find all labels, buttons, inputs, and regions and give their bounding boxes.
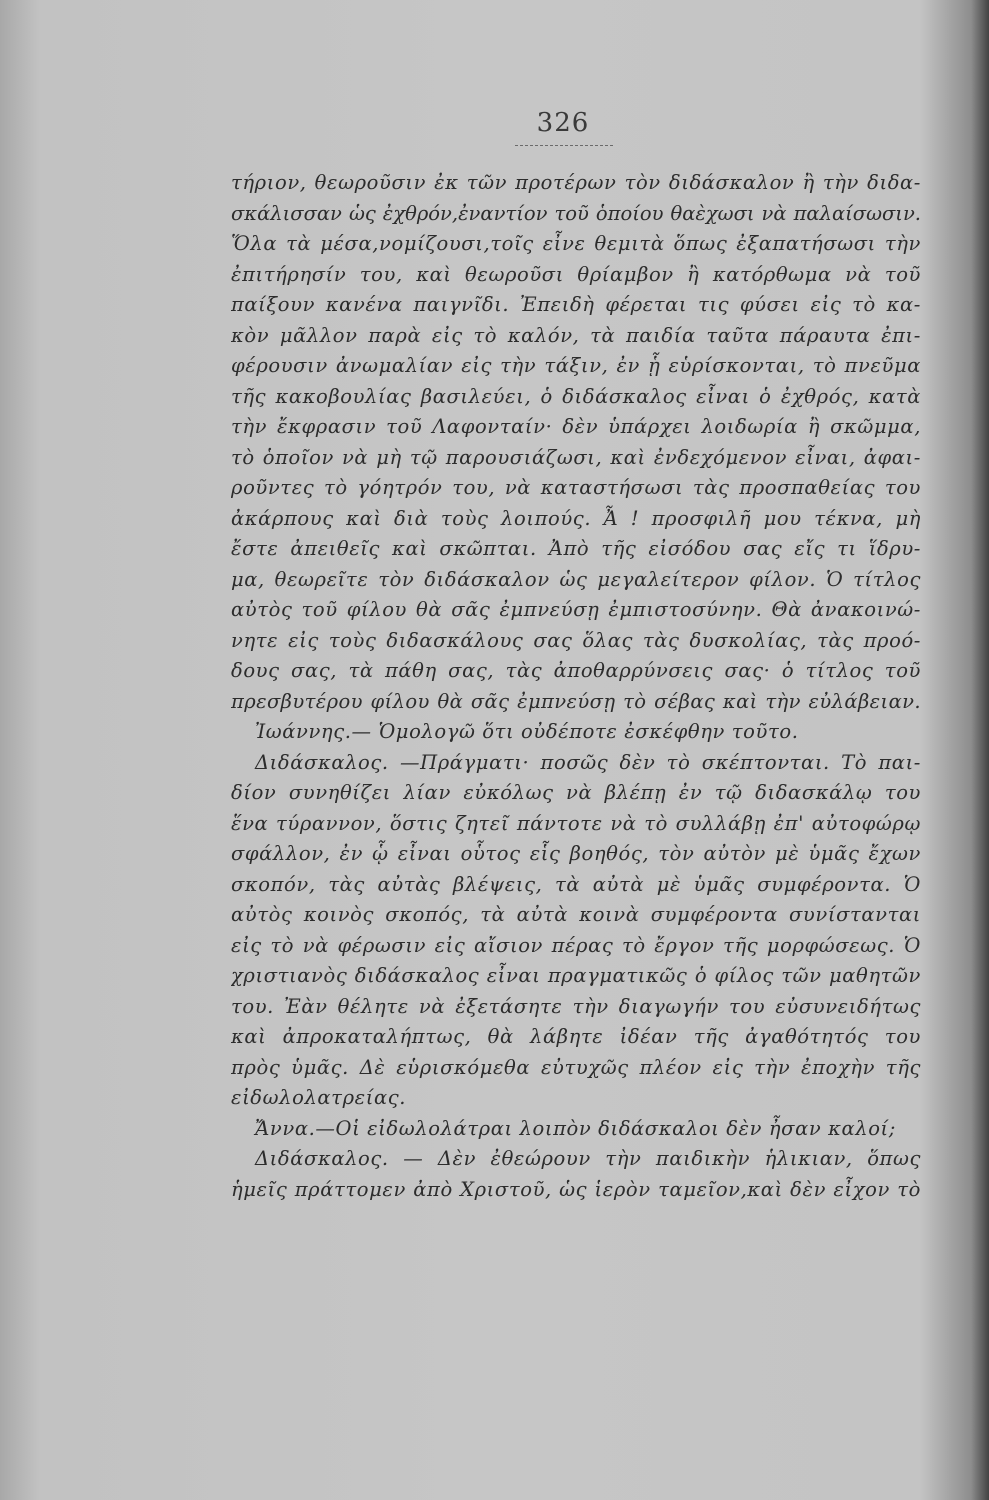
text-line: μα, θεωρεῖτε τὸν διδάσκαλον ὡς μεγαλείτερον φίλον. Ὁ τίτλος bbox=[231, 567, 921, 591]
text-line: τὴν ἔκφρασιν τοῦ Λαφονταίν· δὲν ὑπάρχει λοιδωρία ἢ σκῶμμα, bbox=[231, 415, 921, 438]
text-line: εἰδωλολατρείας. bbox=[231, 1086, 407, 1109]
text-line: εἰς τὸ νὰ φέρωσιν εἰς αἴσιον πέρας τὸ ἔργον τῆς μορφώσεως. Ὁ bbox=[231, 933, 921, 957]
text-line: δίον συνηθίζει λίαν εὐκόλως νὰ βλέπῃ ἐν τῷ διδασκάλῳ του bbox=[231, 781, 921, 804]
binding-shadow bbox=[971, 0, 989, 1500]
text-line: ἔστε ἀπειθεῖς καὶ σκῶπται. Ἀπὸ τῆς εἰσόδου σας εἴς τι ἵδρυ- bbox=[231, 537, 921, 560]
text-line: παίξουν κανένα παιγνῖδι. Ἐπειδὴ φέρεται τις φύσει εἰς τὸ κα- bbox=[231, 293, 921, 316]
text-line: αὐτὸς κοινὸς σκοπός, τὰ αὐτὰ κοινὰ συμφέροντα συνίστανται bbox=[231, 903, 921, 926]
text-line: χριστιανὸς διδάσκαλος εἶναι πραγματικῶς ὁ φίλος τῶν μαθητῶν bbox=[231, 964, 921, 987]
text-line: σκοπόν, τὰς αὐτὰς βλέψεις, τὰ αὐτὰ μὲ ὑμᾶς συμφέροντα. Ὁ bbox=[231, 872, 921, 896]
text-line: πρὸς ὑμᾶς. Δὲ εὑρισκόμεθα εὐτυχῶς πλέον εἰς τὴν ἐποχὴν τῆς bbox=[231, 1055, 921, 1079]
text-line: Ἰωάννης.— Ὁμολογῶ ὅτι οὐδέποτε ἐσκέφθην τοῦτο. bbox=[255, 720, 799, 743]
text-line: πρεσβυτέρου φίλου θὰ σᾶς ἐμπνεύσῃ τὸ σέβας καὶ τὴν εὐλάβειαν. bbox=[231, 689, 921, 713]
text-line: Ἄννα.—Οἱ εἰδωλολάτραι λοιπὸν διδάσκαλοι δὲν ἦσαν καλοί; bbox=[255, 1116, 896, 1140]
text-line: Διδάσκαλος. — Δὲν ἐθεώρουν τὴν παιδικὴν ἡλικιαν, ὅπως bbox=[255, 1147, 921, 1170]
text-line: αὐτὸς τοῦ φίλου θὰ σᾶς ἐμπνεύσῃ ἐμπιστοσύνην. Θὰ ἀνακοινώ- bbox=[231, 598, 921, 621]
text-line: φέρουσιν ἀνωμαλίαν εἰς τὴν τάξιν, ἐν ᾗ εὑρίσκονται, τὸ πνεῦμα bbox=[231, 354, 921, 377]
text-line: ἡμεῖς πράττομεν ἀπὸ Χριστοῦ, ὡς ἱερὸν ταμεῖον,καὶ δὲν εἶχον τὸ bbox=[231, 1177, 921, 1201]
text-line: τήριον, θεωροῦσιν ἐκ τῶν προτέρων τὸν διδάσκαλον ἢ τὴν διδα- bbox=[231, 171, 921, 194]
text-line: ἀκάρπους καὶ διὰ τοὺς λοιπούς. Ἆ ! προσφιλῆ μου τέκνα, μὴ bbox=[231, 506, 921, 530]
text-line: νητε εἰς τοὺς διδασκάλους σας ὅλας τὰς δυσκολίας, τὰς προό- bbox=[231, 628, 921, 652]
body-text bbox=[231, 168, 921, 1205]
text-line: του. Ἐὰν θέλητε νὰ ἐξετάσητε τὴν διαγωγήν του εὐσυνειδήτως bbox=[231, 994, 921, 1018]
text-line: ροῦντες τὸ γόητρόν του, νὰ καταστήσωσι τὰς προσπαθείας του bbox=[231, 476, 921, 499]
text-line: σκάλισσαν ὡς ἐχθρόν,ἐναντίον τοῦ ὁποίου θαὲχωσι νὰ παλαίσωσιν. bbox=[231, 201, 921, 225]
text-line: σφάλλον, ἐν ᾧ εἶναι οὗτος εἷς βοηθός, τὸν αὐτὸν μὲ ὑμᾶς ἔχων bbox=[231, 842, 921, 865]
text-line: καὶ ἀπροκαταλήπτως, θὰ λάβητε ἰδέαν τῆς ἀγαθότητός του bbox=[231, 1025, 921, 1048]
text-line: ἐπιτήρησίν του, καὶ θεωροῦσι θρίαμβον ἢ κατόρθωμα νὰ τοῦ bbox=[231, 262, 921, 286]
text-line: τὸ ὁποῖον νὰ μὴ τῷ παρουσιάζωσι, καὶ ἐνδεχόμενον εἶναι, ἀφαι- bbox=[231, 445, 921, 469]
text-line: Διδάσκαλος. —Πράγματι· ποσῶς δὲν τὸ σκέπτονται. Τὸ παι- bbox=[255, 750, 921, 774]
text-line: κὸν μᾶλλον παρὰ εἰς τὸ καλόν, τὰ παιδία ταῦτα πάραυτα ἐπι- bbox=[231, 323, 921, 347]
page-number: 326 bbox=[536, 108, 590, 138]
text-line: Ὅλα τὰ μέσα,νομίζουσι,τοῖς εἶνε θεμιτὰ ὅπως ἐξαπατήσωσι τὴν bbox=[231, 232, 921, 255]
header-rule bbox=[515, 145, 613, 146]
text-line: τῆς κακοβουλίας βασιλεύει, ὁ διδάσκαλος εἶναι ὁ ἐχθρός, κατὰ bbox=[231, 384, 921, 408]
text-line: ἕνα τύραννον, ὅστις ζητεῖ πάντοτε νὰ τὸ συλλάβῃ ἐπ' αὐτοφώρῳ bbox=[231, 811, 921, 835]
text-line: δους σας, τὰ πάθη σας, τὰς ἀποθαρρύνσεις σας· ὁ τίτλος τοῦ bbox=[231, 659, 921, 682]
